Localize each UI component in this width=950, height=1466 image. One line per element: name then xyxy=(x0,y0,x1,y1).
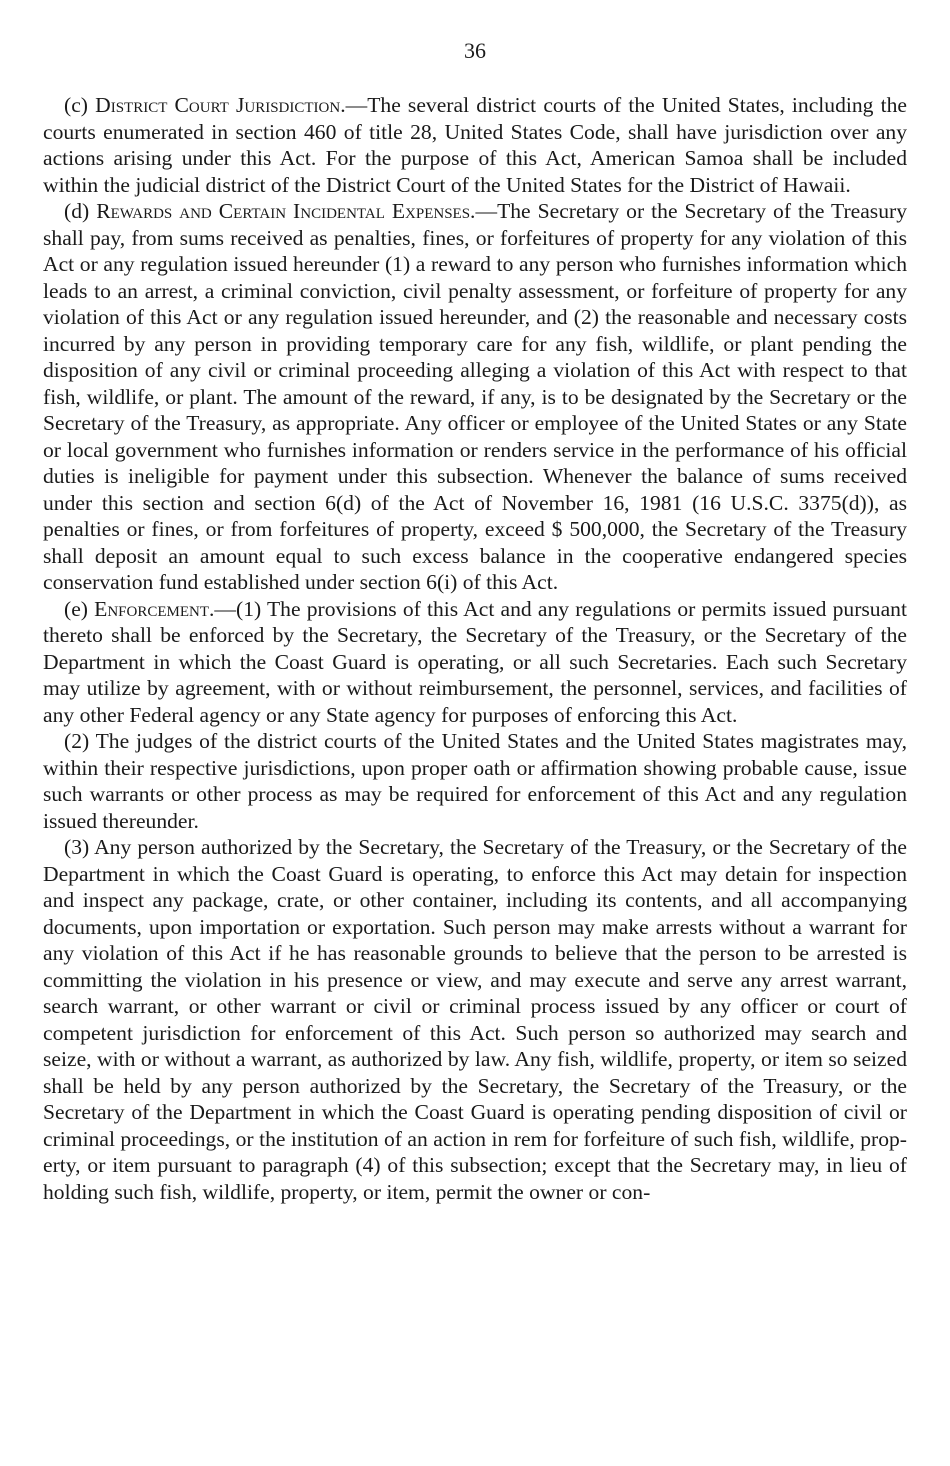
paragraph-text: —(1) The provisions of this Act and any regulations or permits issued pursuant thereto shall be enforced by the Secretary, the Secretary of the Treasury, or the Secretary of the Department in which the Coast Guard is operating, or all such Secretaries. Each such Secretary may utilize by agreement, with or without reimbursement, the personnel, services, and facilities of any other Federal agency or any State agency for purposes of enforcing this Act. xyxy=(43,596,907,727)
paragraph-e-enforcement xyxy=(43,596,907,729)
paragraph-c-district-court-jurisdiction xyxy=(43,92,907,198)
section-heading: Rewards and Certain Incidental Expenses. xyxy=(96,199,476,223)
paragraph-d-rewards xyxy=(43,198,907,596)
paragraph-e-3-authorized-persons xyxy=(43,834,907,1205)
paragraph-e-2-warrants xyxy=(43,728,907,834)
paragraph-text: —The several district courts of the United States, including the courts enumerated in section 460 of title 28, United States Code, shall have jurisdiction over any actions arising under this Act. For the purpose of this Act, American Samoa shall be included within the judicial district of the District Court of the United States for the District of Hawaii. xyxy=(43,93,907,197)
page-number: 36 xyxy=(464,38,486,63)
paragraph-prefix: (c) xyxy=(64,93,96,117)
paragraph-text: —The Secretary or the Secretary of the Treasury shall pay, from sums received as penalties, fines, or forfeitures of property for any violation of this Act or any regulation issued hereunder (1) a reward to any person who furnishes information which leads to an arrest, a criminal conviction, civil penalty assessment, or forfeiture of property for any violation of this Act or any regulation issued hereunder, and (2) the reasonable and necessary costs incurred by any person in providing temporary care for any fish, wildlife, or plant pending the disposition of any civil or criminal proceeding alleging a violation of this Act with respect to that fish, wildlife, or plant. The amount of the reward, if any, is to be designated by the Secretary or the Secretary of the Treasury, as appropriate. Any officer or employee of the United States or any State or local government who furnishes information or renders service in the performance of his official duties is ineligible for payment under this subsection. Whenever the balance of sums received under this section and section 6(d) of the Act of November 16, 1981 (16 U.S.C. 3375(d)), as penalties or fines, or from forfeitures of property, exceed $ 500,000, the Secretary of the Treasury shall deposit an amount equal to such excess balance in the cooperative endangered species conservation fund established under section 6(i) of this Act. xyxy=(43,199,907,594)
section-heading: District Court Jurisdiction. xyxy=(95,93,346,117)
paragraph-text: (2) The judges of the district courts of the United States and the United States magistrates may, within their respective jurisdictions, upon proper oath or affirmation showing probable cause, issue such warrants or other process as may be required for enforcement of this Act and any regulation issued thereunder. xyxy=(43,729,907,833)
section-heading: Enforcement. xyxy=(94,596,215,621)
document-body xyxy=(43,92,907,1205)
paragraph-prefix: (e) xyxy=(64,596,95,621)
paragraph-prefix: (d) xyxy=(64,199,97,223)
paragraph-text: (3) Any person authorized by the Secretary, the Secretary of the Treasury, or the Secretary of the Department in which the Coast Guard is operating, to enforce this Act may detain for inspection and inspect any package, crate, or other container, including its contents, and all accompanying documents, upon importation or exportation. Such person may make arrests without a warrant for any violation of this Act if he has reasonable grounds to believe that the person to be arrested is committing the violation in his presence or view, and may execute and serve any arrest warrant, search warrant, or other warrant or civil or criminal process issued by any officer or court of competent jurisdiction for enforcement of this Act. Such person so authorized may search and seize, with or without a warrant, as authorized by law. Any fish, wildlife, property, or item so seized shall be held by any person authorized by the Secretary, the Secretary of the Treasury, or the Secretary of the Department in which the Coast Guard is operating pending disposition of civil or criminal proceedings, or the institution of an action in rem for forfeiture of such fish, wildlife, property, or item pursuant to paragraph (4) of this subsection; except that the Secretary may, in lieu of holding such fish, wildlife, property, or item, permit the owner or con- xyxy=(43,835,907,1204)
